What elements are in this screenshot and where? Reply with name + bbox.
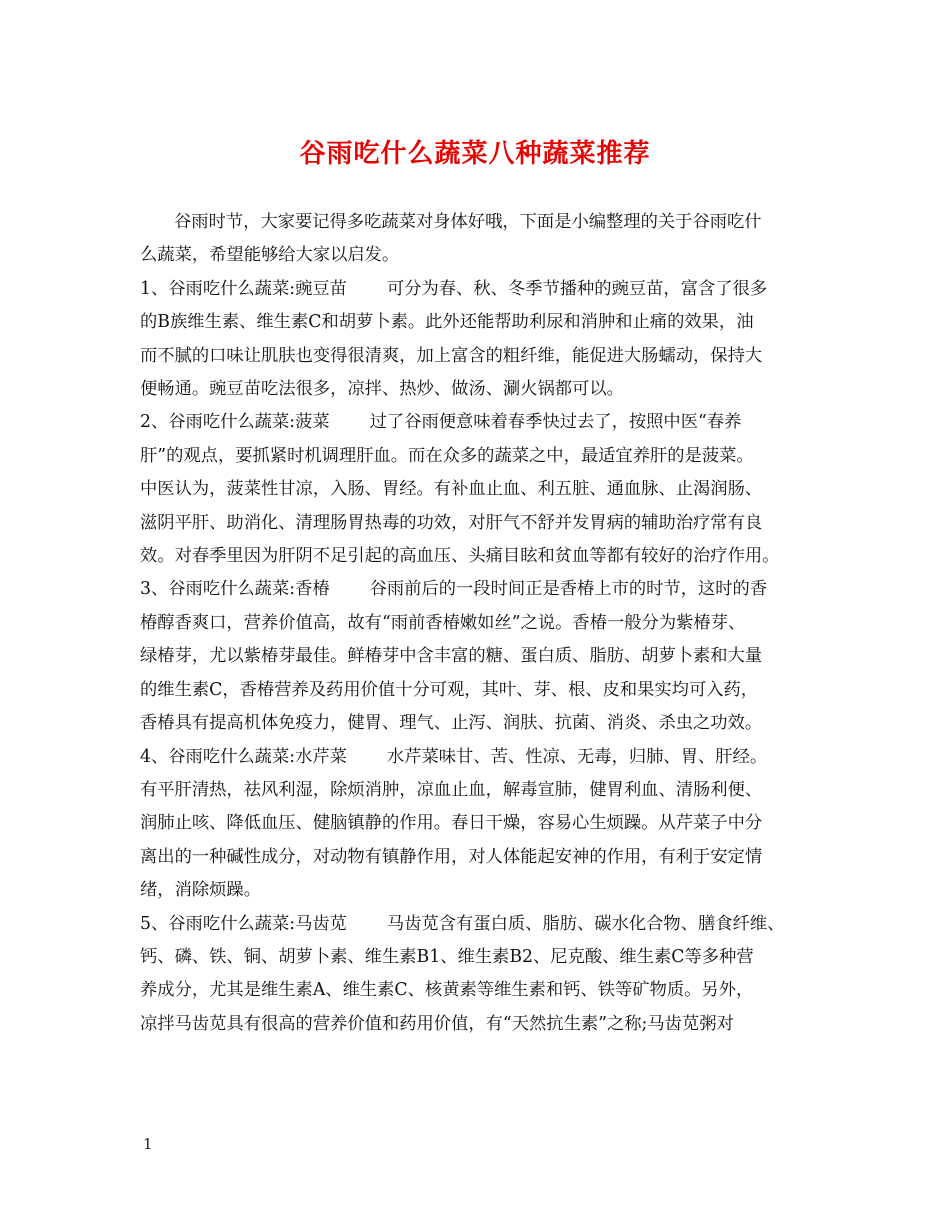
section-text: 谷雨前后的一段时间正是香椿上市的时节，这时的香 — [369, 579, 768, 600]
section-text-line: 绿椿芽，尤以紫椿芽最佳。鲜椿芽中含丰富的糖、蛋白质、脂肪、胡萝卜素和大量 — [140, 646, 763, 667]
section-text-line: 润肺止咳、降低血压、健脑镇静的作用。春日干燥，容易心生烦躁。从芹菜子中分 — [140, 813, 763, 834]
document-body — [140, 206, 812, 1041]
section-heading: 5、谷雨吃什么蔬菜:马齿苋 — [140, 913, 347, 934]
section-heading-line — [140, 908, 812, 941]
section-text-line: 钙、磷、铁、铜、胡萝卜素、维生素B1、维生素B2、尼克酸、维生素C等多种营 — [140, 946, 754, 967]
section-text: 水芹菜味甘、苦、性凉、无毒，归肺、胃、肝经。 — [386, 746, 768, 767]
document-title: 谷雨吃什么蔬菜八种蔬菜推荐 — [299, 139, 651, 169]
section-heading-line — [140, 741, 812, 774]
section-text-line: 凉拌马齿苋具有很高的营养价值和药用价值，有“天然抗生素”之称;马齿苋粥对 — [140, 1013, 734, 1034]
section-text-line: 有平肝清热，祛风利湿，除烦消肿，凉血止血，解毒宣肺，健胃利血、清肠利便、 — [140, 779, 763, 800]
section-text-line: 肝”的观点，要抓紧时机调理肝血。而在众多的蔬菜之中，最适宜养肝的是菠菜。 — [140, 445, 754, 466]
section-3 — [140, 573, 812, 740]
section-heading: 3、谷雨吃什么蔬菜:香椿 — [140, 579, 330, 600]
section-5 — [140, 908, 812, 1042]
intro-line: 么蔬菜，希望能够给大家以启发。 — [140, 245, 400, 266]
section-text-line: 效。对春季里因为肝阴不足引起的高血压、头痛目眩和贫血等都有较好的治疗作用。 — [140, 546, 780, 567]
section-text-line: 滋阴平肝、助消化、清理肠胃热毒的功效，对肝气不舒并发胃病的辅助治疗常有良 — [140, 512, 763, 533]
section-text-line: 的维生素C，香椿营养及药用价值十分可观，其叶、芽、根、皮和果实均可入药， — [140, 679, 759, 700]
section-4 — [140, 741, 812, 908]
page-number: 1 — [143, 1135, 153, 1153]
section-text-line: 而不腻的口味让肌肤也变得很清爽，加上富含的粗纤维，能促进大肠蠕动，保持大 — [140, 345, 763, 366]
section-text: 过了谷雨便意味着春季快过去了，按照中医“春养 — [369, 412, 742, 433]
section-heading: 2、谷雨吃什么蔬菜:菠菜 — [140, 412, 330, 433]
section-text-line: 养成分，尤其是维生素A、维生素C、核黄素等维生素和钙、铁等矿物质。另外， — [140, 980, 754, 1001]
section-2 — [140, 406, 812, 573]
section-heading-line — [140, 406, 812, 439]
section-1 — [140, 273, 812, 407]
section-heading: 1、谷雨吃什么蔬菜:豌豆苗 — [140, 278, 347, 299]
section-heading-line — [140, 573, 812, 606]
section-text-line: 便畅通。豌豆苗吃法很多，凉拌、热炒、做汤、涮火锅都可以。 — [140, 379, 624, 400]
section-text-line: 椿醇香爽口，营养价值高，故有“雨前香椿嫩如丝”之说。香椿一般分为紫椿芽、 — [140, 612, 746, 633]
section-heading-line — [140, 273, 812, 306]
section-text-line: 离出的一种碱性成分，对动物有镇静作用，对人体能起安神的作用，有利于安定情 — [140, 846, 763, 867]
section-text: 可分为春、秋、冬季节播种的豌豆苗，富含了很多 — [386, 278, 768, 299]
section-text-line: 中医认为，菠菜性甘凉，入肠、胃经。有补血止血、利五脏、通血脉、止渴润肠、 — [140, 479, 763, 500]
section-heading: 4、谷雨吃什么蔬菜:水芹菜 — [140, 746, 347, 767]
intro-line: 谷雨时节，大家要记得多吃蔬菜对身体好哦，下面是小编整理的关于谷雨吃什 — [174, 212, 762, 232]
section-text-line: 的B族维生素、维生素C和胡萝卜素。此外还能帮助利尿和消肿和止痛的效果，油 — [140, 312, 754, 333]
section-text-line: 绪，消除烦躁。 — [140, 880, 261, 901]
section-text-line: 香椿具有提高机体免疫力，健胃、理气、止泻、润肤、抗菌、消炎、杀虫之功效。 — [140, 713, 763, 734]
section-text: 马齿苋含有蛋白质、脂肪、碳水化合物、膳食纤维、 — [386, 913, 785, 934]
